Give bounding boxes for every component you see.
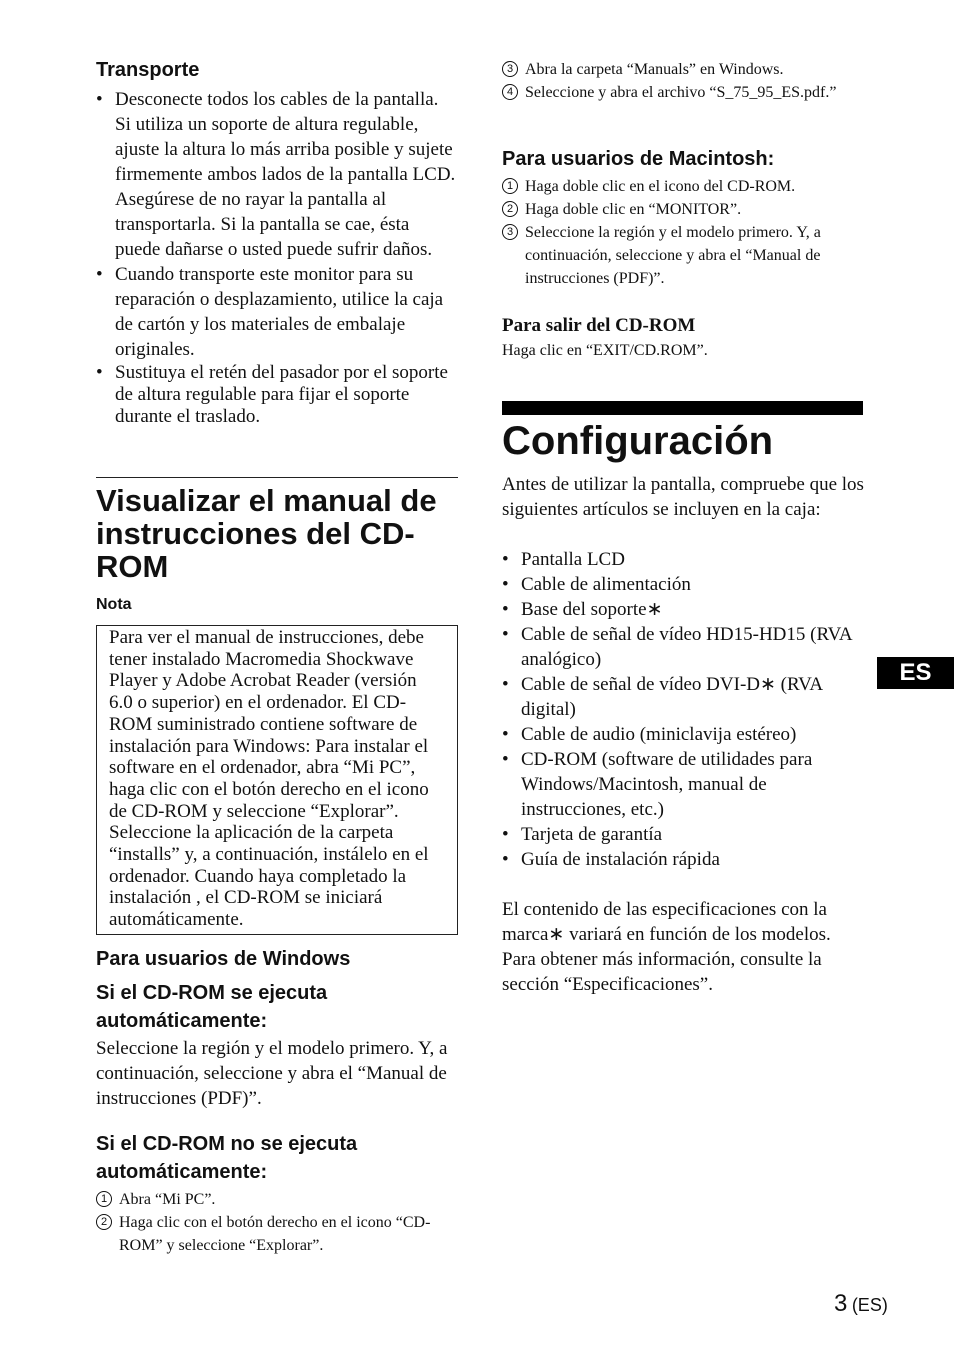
noauto-steps-continued (502, 58, 864, 104)
config-intro: Antes de utilizar la pantalla, compruebe que los siguientes artículos se incluyen en la caja: (502, 474, 864, 520)
config-item-2: • Cable de alimentación (502, 572, 864, 597)
auto-heading: Si el CD-ROM se ejecuta automáticamente: (96, 982, 328, 1032)
windows-heading: Para usuarios de Windows (96, 948, 351, 970)
mac-heading: Para usuarios de Macintosh: (502, 148, 775, 170)
step-number-3: 3 (502, 61, 518, 77)
step-number-4: 4 (502, 84, 518, 100)
language-tab: ES (877, 657, 954, 689)
section-divider (96, 477, 458, 478)
transport-item-3: • Sustituya el retén del pasador por el soporte de altura regulable para fijar el soporte durante el traslado. (96, 362, 458, 428)
mac-step-3: 3 Seleccione la región y el modelo primero. Y, a continuación, seleccione y abra el “Manual de instrucciones (PDF)”. (502, 221, 864, 290)
noauto-step-2: 2 Haga clic con el botón derecho en el icono “CD-ROM” y seleccione “Explorar”. (96, 1211, 458, 1257)
noauto-steps (96, 1188, 458, 1257)
mac-step-2: 2 Haga doble clic en “MONITOR”. (502, 198, 864, 221)
mac-steps (502, 175, 864, 290)
transport-item-1: • Desconecte todos los cables de la pantalla. Si utiliza un soporte de altura regulable, ajuste la altura lo más arriba posible y sujete firmemente ambos lados de la pantalla LCD. Asegúrese de no rayar la pantalla al transportarla. Si la pantalla se cae, ésta puede dañarse o usted puede sufrir daños. (96, 87, 458, 262)
noauto-step-1: 1 Abra “Mi PC”. (96, 1188, 458, 1211)
config-item-9: • Guía de instalación rápida (502, 847, 864, 872)
exit-text: Haga clic en “EXIT/CD.ROM”. (502, 342, 708, 359)
mac-step-number-3: 3 (502, 224, 518, 240)
auto-text: Seleccione la región y el modelo primero. Y, a continuación, seleccione y abra el “Manual de instrucciones (PDF)”. (96, 1038, 448, 1109)
heading-bar (502, 401, 863, 415)
note-box: Para ver el manual de instrucciones, debe tener instalado Macromedia Shockwave Player y Adobe Acrobat Reader (versión 6.0 o superior) en el ordenador. El CD-ROM suministrado contiene software de instalación para Windows: Para instalar el software en el ordenador, abra “Mi PC”, haga clic con el botón derecho en el icono de CD-ROM y seleccione “Explorar”. Seleccione la aplicación de la carpeta “installs” y, a continuación, instálelo en el ordenador. Cuando haya completado la instalación , el CD-ROM se iniciará automáticamente. (96, 625, 458, 935)
config-footnote: El contenido de las especificaciones con la marca∗ variará en función de los modelos. Para obtener más información, consulte la sección “Especificaciones”. (502, 899, 831, 995)
page-number (834, 1290, 888, 1318)
noauto-step-4: 4 Seleccione y abra el archivo “S_75_95_ES.pdf.” (502, 81, 864, 104)
config-item-8: • Tarjeta de garantía (502, 822, 864, 847)
mac-step-number-1: 1 (502, 178, 518, 194)
transport-heading: Transporte (96, 59, 200, 81)
mac-step-1: 1 Haga doble clic en el icono del CD-ROM. (502, 175, 864, 198)
page-number-suffix: (ES) (851, 1295, 888, 1315)
config-item-1: • Pantalla LCD (502, 547, 864, 572)
note-label: Nota (96, 596, 132, 613)
transport-item-2: • Cuando transporte este monitor para su reparación o desplazamiento, utilice la caja de cartón y los materiales de embalaje originales. (96, 262, 458, 362)
config-heading: Configuración (502, 419, 774, 463)
config-item-7: • CD-ROM (software de utilidades para Windows/Macintosh, manual de instrucciones, etc.) (502, 747, 864, 822)
config-item-6: • Cable de audio (miniclavija estéreo) (502, 722, 864, 747)
mac-step-number-2: 2 (502, 201, 518, 217)
transport-list (96, 87, 458, 428)
noauto-step-3: 3 Abra la carpeta “Manuals” en Windows. (502, 58, 864, 81)
config-list (502, 547, 864, 872)
page-number-value: 3 (834, 1290, 848, 1317)
config-item-4: • Cable de señal de vídeo HD15-HD15 (RVA analógico) (502, 622, 864, 672)
config-item-3: • Base del soporte∗ (502, 597, 864, 622)
config-item-5: • Cable de señal de vídeo DVI-D∗ (RVA digital) (502, 672, 864, 722)
noauto-heading: Si el CD-ROM no se ejecuta automáticamente: (96, 1133, 358, 1183)
step-number-1: 1 (96, 1191, 112, 1207)
manual-heading: Visualizar el manual de instrucciones del CD-ROM (96, 483, 437, 584)
exit-heading: Para salir del CD-ROM (502, 315, 696, 336)
step-number-2: 2 (96, 1214, 112, 1230)
